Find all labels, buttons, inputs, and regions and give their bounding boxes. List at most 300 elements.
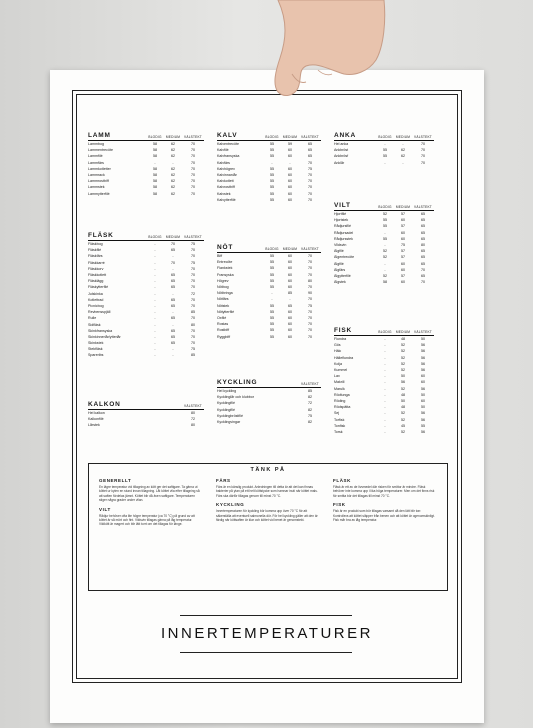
column-label-blodig: BLODIG: [378, 135, 392, 139]
temp-valstekt: 70: [421, 160, 425, 165]
temp-medium: 60: [288, 285, 292, 290]
temp-medium: 62: [171, 142, 175, 147]
temp-valstekt: 70: [191, 179, 195, 184]
temp-valstekt: 70: [191, 341, 195, 346]
temp-blodig: -: [154, 242, 156, 247]
temp-blodig: -: [154, 260, 156, 265]
temp-medium: 60: [401, 218, 405, 223]
cut-name: Picnicbog: [88, 303, 104, 308]
column-label-blodig: BLODIG: [378, 205, 392, 209]
temp-medium: 62: [171, 148, 175, 153]
temp-medium: 65: [171, 279, 175, 284]
temp-blodig: 55: [270, 166, 274, 171]
temp-blodig: 52: [383, 273, 387, 278]
cut-name: Fläskfärs: [88, 254, 103, 259]
temp-valstekt: 75: [308, 166, 312, 171]
temp-medium: 65: [171, 334, 175, 339]
cut-name: Kalvfärs: [217, 160, 230, 165]
temp-blodig: -: [271, 297, 273, 302]
temp-valstekt: 75: [191, 347, 195, 352]
temp-medium: -: [172, 310, 174, 315]
cut-name: Skinkinnerlår/ytterlår: [88, 334, 121, 339]
temp-valstekt: 50: [421, 405, 425, 410]
temp-valstekt: 50: [421, 337, 425, 342]
temp-blodig: -: [384, 417, 386, 422]
temp-medium: 60: [288, 166, 292, 171]
temp-valstekt: 70: [308, 179, 312, 184]
tip-heading: FISK: [333, 502, 346, 508]
temp-blodig: 55: [270, 154, 274, 159]
column-label-valstekt: VÄLSTEKT: [414, 205, 432, 209]
temp-medium: 60: [401, 230, 405, 235]
temp-valstekt: 60: [421, 374, 425, 379]
temp-valstekt: 50: [421, 392, 425, 397]
temp-blodig: -: [154, 322, 156, 327]
temp-valstekt: 82: [308, 395, 312, 400]
temp-valstekt: 90: [308, 291, 312, 296]
temp-blodig: 55: [270, 197, 274, 202]
temp-blodig: 55: [270, 179, 274, 184]
temp-valstekt: 70: [421, 142, 425, 147]
temp-blodig: 52: [383, 212, 387, 217]
section-title: VILT: [334, 202, 351, 209]
cut-name: Fläskkorv: [88, 266, 104, 271]
temp-blodig: -: [384, 392, 386, 397]
temp-blodig: 55: [270, 285, 274, 290]
cut-name: Torsk: [334, 429, 343, 434]
temp-blodig: 52: [383, 255, 387, 260]
cut-name: Rödspätta: [334, 405, 351, 410]
temp-blodig: 55: [383, 236, 387, 241]
temp-valstekt: 70: [308, 185, 312, 190]
temp-blodig: -: [154, 353, 156, 358]
temp-medium: -: [289, 160, 291, 165]
cut-name: Hjortstek: [334, 218, 349, 223]
section-header: [88, 128, 204, 141]
temp-blodig: -: [154, 341, 156, 346]
temp-valstekt: 65: [421, 224, 425, 229]
temp-valstekt: 70: [308, 266, 312, 271]
temp-blodig: 55: [270, 272, 274, 277]
temp-valstekt: 60: [421, 398, 425, 403]
temp-blodig: 55: [270, 303, 274, 308]
tip-text: Innertemperaturen för kyckling bör komma upp över 70 °C för att säkerställa att eventuell salmonella dör. För hel kyckling gäller att den är färdig när köttsaften är klar och köttet vid benet är genomstekt.: [216, 509, 318, 523]
temp-medium: 56: [401, 380, 405, 385]
cut-name: Revbensspjäll: [88, 310, 111, 315]
tip-heading: GENERELLT: [99, 478, 132, 483]
temp-valstekt: 82: [308, 420, 312, 425]
cut-name: Torfisk: [334, 417, 345, 422]
temp-valstekt: 70: [191, 297, 195, 302]
tip-heading: VILT: [99, 506, 111, 512]
column-label-valstekt: VÄLSTEKT: [184, 404, 202, 408]
cut-name: Älgstek: [334, 280, 346, 285]
temp-blodig: 58: [153, 166, 157, 171]
cut-name: Tonfisk: [334, 423, 346, 428]
cut-name: Hälleflundra: [334, 355, 354, 360]
temp-blodig: 55: [270, 266, 274, 271]
temp-medium: 62: [171, 173, 175, 178]
temp-valstekt: 56: [421, 417, 425, 422]
cut-name: Biff: [217, 254, 223, 259]
temp-blodig: -: [384, 343, 386, 348]
temp-valstekt: 56: [421, 355, 425, 360]
column-label-medium: MEDIUM: [282, 135, 298, 139]
cut-name: Nötytterfilé: [217, 309, 235, 314]
tips-title: TÄNK PÅ: [250, 467, 286, 473]
temp-medium: 57: [401, 255, 405, 260]
temp-valstekt: 70: [308, 173, 312, 178]
hand: [258, 0, 388, 100]
temp-medium: 45: [401, 423, 405, 428]
temp-medium: -: [172, 266, 174, 271]
temp-valstekt: 70: [308, 297, 312, 302]
cut-name: Älgentrecôte: [334, 255, 355, 260]
cut-name: Flundra: [334, 337, 347, 342]
column-label-medium: MEDIUM: [395, 330, 411, 334]
cut-name: Lammrostbiff: [88, 179, 109, 184]
temp-valstekt: 65: [421, 249, 425, 254]
divider-bottom: [180, 652, 352, 653]
temp-medium: 48: [401, 405, 405, 410]
cut-name: Rödtunga: [334, 392, 350, 397]
cut-name: Fläskkarré: [88, 260, 105, 265]
cut-name: Hjortfilé: [334, 212, 347, 217]
temp-valstekt: 70: [308, 254, 312, 259]
temp-blodig: -: [154, 297, 156, 302]
cut-name: Fläskfilé: [88, 248, 102, 253]
temp-valstekt: 65: [308, 148, 312, 153]
cut-name: Lammrack: [88, 173, 105, 178]
temp-valstekt: 56: [421, 343, 425, 348]
cut-name: Kalvhögrev: [217, 166, 235, 171]
column-label-blodig: BLODIG: [148, 135, 162, 139]
temp-blodig: -: [384, 243, 386, 248]
cut-name: Kotlettrad: [88, 297, 104, 302]
temp-medium: -: [172, 322, 174, 327]
temp-medium: 60: [401, 267, 405, 272]
section-header: [334, 128, 434, 141]
temp-blodig: -: [154, 254, 156, 259]
temp-medium: 48: [401, 337, 405, 342]
temp-medium: -: [289, 297, 291, 302]
temp-medium: -: [402, 160, 404, 165]
cut-name: Fläskytterfilé: [88, 285, 109, 290]
temp-medium: 65: [171, 248, 175, 253]
temp-medium: -: [172, 353, 174, 358]
section-title: KALV: [217, 132, 238, 139]
column-label-medium: MEDIUM: [395, 205, 411, 209]
temp-medium: 62: [171, 191, 175, 196]
temp-valstekt: 70: [308, 322, 312, 327]
temp-blodig: -: [384, 160, 386, 165]
temp-valstekt: 70: [191, 273, 195, 278]
cut-name: Fransyska: [217, 272, 234, 277]
cut-name: Hel kalkon: [88, 411, 105, 416]
temp-valstekt: 80: [308, 278, 312, 283]
cut-name: Kycklingbröstfilé: [217, 413, 243, 418]
temp-blodig: -: [384, 405, 386, 410]
cut-name: Nötstek: [217, 303, 230, 308]
temp-blodig: -: [384, 337, 386, 342]
temp-medium: 60: [288, 173, 292, 178]
cut-name: Rostbiff: [217, 328, 230, 333]
cut-name: Hel kyckling: [217, 389, 237, 394]
temp-blodig: 55: [270, 334, 274, 339]
temp-valstekt: 70: [421, 154, 425, 159]
cut-name: Stekfläsk: [88, 347, 103, 352]
temp-blodig: 55: [270, 254, 274, 259]
temp-valstekt: 56: [421, 386, 425, 391]
tip-text: En lägre temperatur vid tillagning av kött ger det saftigare. Ta gärna ut köttet ur kylen en stund innan tillagning. Låt köttet vila efter tillagning så att saften fördelas jämnt. Köttet blir då även saftigare. Temperaturen stiger några grader under vilan.: [99, 485, 200, 503]
temp-medium: 48: [401, 392, 405, 397]
temp-valstekt: 70: [308, 328, 312, 333]
temp-medium: -: [172, 254, 174, 259]
temp-valstekt: 70: [191, 279, 195, 284]
temp-valstekt: 56: [421, 429, 425, 434]
temp-blodig: -: [384, 142, 386, 147]
cut-name: Kycklingvingar: [217, 420, 241, 425]
column-label-valstekt: VÄLSTEKT: [414, 135, 432, 139]
temp-valstekt: 70: [191, 148, 195, 153]
cut-name: Kalvfilé: [217, 148, 229, 153]
temp-blodig: -: [384, 380, 386, 385]
temp-valstekt: 70: [191, 191, 195, 196]
temp-medium: 60: [288, 148, 292, 153]
temp-blodig: 55: [383, 154, 387, 159]
temp-valstekt: 65: [421, 212, 425, 217]
temp-medium: 60: [288, 328, 292, 333]
temp-valstekt: 70: [191, 248, 195, 253]
temp-medium: 70: [171, 260, 175, 265]
temp-medium: 60: [288, 154, 292, 159]
temp-medium: 85: [288, 291, 292, 296]
cut-name: Kycklingfilé: [217, 401, 235, 406]
temp-medium: 60: [288, 315, 292, 320]
cut-name: Fläsklägg: [88, 279, 104, 284]
temp-valstekt: 80: [191, 423, 195, 428]
temp-medium: 52: [401, 343, 405, 348]
temp-medium: -: [402, 142, 404, 147]
temp-medium: 62: [171, 185, 175, 190]
tips-column-3: [333, 478, 437, 526]
temp-medium: 57: [401, 273, 405, 278]
temp-medium: 70: [171, 242, 175, 247]
temp-blodig: 55: [270, 191, 274, 196]
section-header: [217, 128, 321, 141]
cut-name: Spareribs: [88, 353, 104, 358]
section-fisk: [334, 323, 434, 435]
table-row: [88, 352, 204, 358]
temp-valstekt: 85: [308, 389, 312, 394]
temp-valstekt: 70: [191, 285, 195, 290]
temp-valstekt: 65: [421, 236, 425, 241]
cut-name: Kycklingfilé: [217, 407, 235, 412]
temp-medium: 60: [288, 322, 292, 327]
temp-medium: 50: [401, 398, 405, 403]
temp-medium: 65: [288, 303, 292, 308]
table-row: [88, 422, 204, 428]
temp-valstekt: 70: [421, 148, 425, 153]
temp-valstekt: 70: [308, 334, 312, 339]
temp-medium: 52: [401, 355, 405, 360]
temp-medium: -: [172, 347, 174, 352]
column-label-blodig: BLODIG: [148, 235, 162, 239]
temp-valstekt: 65: [308, 142, 312, 147]
cut-name: Marulk: [334, 386, 345, 391]
temp-medium: 65: [171, 328, 175, 333]
column-label-medium: MEDIUM: [165, 235, 181, 239]
cut-name: Kummel: [334, 368, 348, 373]
cut-name: Kalkonfilé: [88, 417, 104, 422]
temp-valstekt: 70: [308, 272, 312, 277]
tips-column-1: [99, 478, 203, 531]
temp-blodig: 55: [270, 142, 274, 147]
temp-medium: 52: [401, 386, 405, 391]
cut-name: Fläskbog: [88, 242, 103, 247]
section-not: [217, 240, 321, 340]
cut-name: Kalvfransyska: [217, 154, 240, 159]
temp-valstekt: 70: [308, 315, 312, 320]
temp-valstekt: 70: [191, 154, 195, 159]
temp-blodig: 55: [270, 278, 274, 283]
temp-valstekt: 75: [191, 260, 195, 265]
cut-name: Skinkstek: [88, 341, 104, 346]
section-kalv: [217, 128, 321, 203]
cut-name: Gös: [334, 343, 341, 348]
column-label-blodig: BLODIG: [265, 247, 279, 251]
temp-blodig: 55: [270, 322, 274, 327]
cut-name: Ankbröst: [334, 148, 349, 153]
temp-blodig: 55: [270, 173, 274, 178]
temp-blodig: 58: [383, 280, 387, 285]
column-label-medium: MEDIUM: [165, 135, 181, 139]
temp-valstekt: 60: [421, 380, 425, 385]
section-title: NÖT: [217, 244, 234, 251]
temp-medium: 60: [288, 266, 292, 271]
temp-blodig: -: [154, 285, 156, 290]
column-label-blodig: BLODIG: [378, 330, 392, 334]
table-row: [334, 160, 434, 166]
cut-name: Julskinka: [88, 291, 103, 296]
tip-heading: FLÄSK: [333, 478, 351, 483]
temp-blodig: 55: [270, 148, 274, 153]
cut-name: Kolja: [334, 361, 342, 366]
temp-blodig: 55: [270, 185, 274, 190]
temp-medium: 57: [401, 224, 405, 229]
temp-valstekt: 75: [308, 303, 312, 308]
section-title: FLÄSK: [88, 232, 114, 239]
poster-title: INNERTEMPERATURER: [161, 625, 373, 642]
cut-name: Hel anka: [334, 142, 349, 147]
section-header: [217, 375, 321, 388]
temp-valstekt: 80: [191, 322, 195, 327]
temp-medium: 65: [171, 341, 175, 346]
section-lamm: [88, 128, 204, 197]
temp-valstekt: 80: [421, 243, 425, 248]
temp-valstekt: 70: [308, 285, 312, 290]
temp-blodig: 58: [153, 179, 157, 184]
section-header: [88, 228, 204, 241]
temp-medium: 59: [288, 142, 292, 147]
tip-text: Fläsk är ett av de livsmedel där risken för smittor är mindre. Fläsk behöver inte komma upp i lika höga temperaturer. Men om det finns risk för smitta bör det tillagas till minst 70 °C.: [333, 485, 435, 498]
tip-text: Fisk är en produkt som bör tillagas varsamt då den lätt blir torr. Kontrollera att köttet släpper från benen och att köttet är ogenomskinligt. Fisk mår bra av låg temperatur.: [333, 509, 435, 523]
cut-name: Högrev: [217, 278, 229, 283]
temp-medium: 60: [288, 334, 292, 339]
temp-blodig: -: [384, 368, 386, 373]
temp-blodig: 55: [270, 328, 274, 333]
cut-name: Rostas: [217, 322, 229, 327]
temp-blodig: 52: [383, 249, 387, 254]
section-vilt: [334, 198, 434, 285]
temp-valstekt: 65: [421, 230, 425, 235]
temp-valstekt: 70: [191, 173, 195, 178]
temp-valstekt: 70: [191, 160, 195, 165]
divider-top: [180, 615, 352, 616]
temp-blodig: -: [384, 230, 386, 235]
temp-valstekt: 65: [421, 218, 425, 223]
temp-medium: 60: [288, 260, 292, 265]
temp-blodig: 58: [153, 191, 157, 196]
temp-medium: 65: [171, 273, 175, 278]
temp-medium: 65: [171, 303, 175, 308]
cut-name: Rådjursadel: [334, 230, 354, 235]
temp-valstekt: 75: [191, 242, 195, 247]
cut-name: Nötfärs: [217, 297, 229, 302]
cut-name: Lammytterfilé: [88, 191, 110, 196]
cut-name: Entrecôte: [217, 260, 233, 265]
section-flask: [88, 228, 204, 359]
temp-valstekt: 70: [308, 197, 312, 202]
cut-name: Lammstek: [88, 185, 105, 190]
cut-name: Ankbrösf: [334, 154, 349, 159]
temp-medium: 60: [288, 272, 292, 277]
cut-name: Fläskkotlett: [88, 273, 107, 278]
cut-name: Lammfilé: [88, 154, 103, 159]
temp-blodig: -: [384, 398, 386, 403]
temp-blodig: -: [154, 248, 156, 253]
temp-blodig: -: [154, 273, 156, 278]
temp-valstekt: 80: [191, 411, 195, 416]
section-header: [334, 198, 434, 211]
temp-medium: 60: [288, 191, 292, 196]
temp-valstekt: 56: [421, 411, 425, 416]
temp-valstekt: 56: [421, 368, 425, 373]
cut-name: Kalvstek: [217, 191, 231, 196]
section-title: FISK: [334, 327, 353, 334]
temp-medium: 57: [401, 249, 405, 254]
cut-name: Vildsvin: [334, 243, 347, 248]
cut-name: Kalventrecôte: [217, 142, 239, 147]
cut-name: Rulle: [88, 316, 97, 321]
temp-blodig: 55: [270, 315, 274, 320]
temp-blodig: -: [271, 160, 273, 165]
temp-valstekt: 70: [191, 266, 195, 271]
temp-valstekt: 72: [191, 417, 195, 422]
temp-valstekt: 70: [191, 328, 195, 333]
column-label-valstekt: VÄLSTEKT: [414, 330, 432, 334]
temp-medium: 52: [401, 429, 405, 434]
temp-blodig: -: [384, 423, 386, 428]
cut-name: Älgfärs: [334, 267, 346, 272]
temp-valstekt: 72: [308, 401, 312, 406]
cut-name: Flankstek: [217, 266, 233, 271]
table-row: [217, 419, 321, 425]
temp-medium: 50: [401, 374, 405, 379]
cut-name: Oxfilé: [217, 315, 227, 320]
section-kalkon: [88, 397, 204, 429]
poster: [50, 70, 484, 723]
